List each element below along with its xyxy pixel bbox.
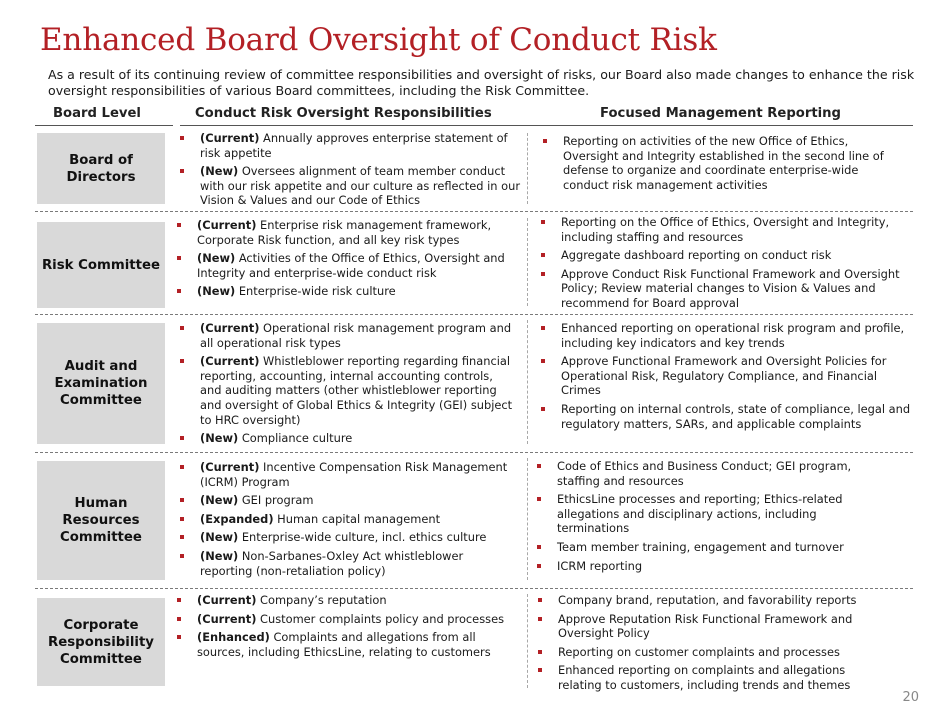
list-item: (New) Oversees alignment of team member conduct with our risk appetite and our culture as reflected in our Vision & Values and our Code of Ethics [180, 164, 525, 208]
header-focused-reporting: Focused Management Reporting [600, 106, 841, 121]
focused-list-hr-committee [537, 459, 882, 577]
row-divider [35, 452, 913, 453]
intro-paragraph: As a result of its continuing review of committee responsibilities and oversight of risks, our Board also made changes to enhance the risk oversight responsibilities of various Board committees, including the Risk Committee. [48, 67, 915, 98]
column-divider [527, 320, 528, 444]
conduct-list-audit-committee [180, 321, 515, 450]
column-divider [527, 594, 528, 688]
list-item: Approve Conduct Risk Functional Framework and Oversight Policy; Review material changes to Vision & Values and recommend for Board approval [541, 267, 911, 311]
list-item: (Expanded) Human capital management [180, 512, 515, 527]
list-item: (New) Compliance culture [180, 431, 515, 446]
list-item: Approve Functional Framework and Oversight Policies for Operational Risk, Regulatory Compliance, and Financial Crimes [541, 354, 911, 398]
board-box-risk-committee: Risk Committee [37, 222, 165, 308]
list-item: Company brand, reputation, and favorability reports [538, 593, 883, 608]
page-number: 20 [902, 690, 919, 705]
header-board-level: Board Level [53, 106, 141, 121]
list-item: (Current) Incentive Compensation Risk Management (ICRM) Program [180, 460, 515, 489]
list-item: EthicsLine processes and reporting; Ethics-related allegations and disciplinary actions, including terminations [537, 492, 882, 536]
list-item: (New) Enterprise-wide culture, incl. ethics culture [180, 530, 515, 545]
conduct-list-board-of-directors [180, 131, 525, 212]
conduct-list-hr-committee [180, 460, 515, 582]
column-divider [527, 218, 528, 306]
focused-list-corporate-responsibility-committee [538, 593, 883, 697]
row-divider [35, 588, 913, 589]
header-underline [35, 125, 173, 126]
list-item: (New) GEI program [180, 493, 515, 508]
list-item: Reporting on customer complaints and processes [538, 645, 883, 660]
conduct-list-corporate-responsibility-committee [177, 593, 517, 663]
board-box-hr-committee: Human Resources Committee [37, 461, 165, 580]
list-item: Enhanced reporting on operational risk program and profile, including key indicators and key trends [541, 321, 911, 350]
board-box-corporate-responsibility-committee: Corporate Responsibility Committee [37, 598, 165, 686]
list-item: Team member training, engagement and turnover [537, 540, 882, 555]
row-divider [35, 314, 913, 315]
focused-list-risk-committee [541, 215, 911, 315]
header-underline [180, 125, 913, 126]
list-item: (New) Activities of the Office of Ethics, Oversight and Integrity and enterprise-wide conduct risk [177, 251, 514, 280]
list-item: (Current) Customer complaints policy and processes [177, 612, 517, 627]
list-item: ICRM reporting [537, 559, 882, 574]
row-divider [35, 211, 913, 212]
list-item: Reporting on internal controls, state of compliance, legal and regulatory matters, SARs, and applicable complaints [541, 402, 911, 431]
list-item: (New) Non-Sarbanes-Oxley Act whistleblower reporting (non-retaliation policy) [180, 549, 515, 578]
list-item: Code of Ethics and Business Conduct; GEI program, staffing and resources [537, 459, 882, 488]
list-item: (Current) Operational risk management program and all operational risk types [180, 321, 515, 350]
list-item: (Enhanced) Complaints and allegations from all sources, including EthicsLine, relating to customers [177, 630, 517, 659]
list-item: (Current) Whistleblower reporting regarding financial reporting, accounting, internal accounting controls, and auditing matters (other whistleblower reporting and oversight of Global Ethics & Integrity (GEI) subject to HRC oversight) [180, 354, 515, 427]
header-conduct-risk: Conduct Risk Oversight Responsibilities [195, 106, 492, 121]
focused-list-audit-committee [541, 321, 911, 435]
list-item: Aggregate dashboard reporting on conduct risk [541, 248, 911, 263]
column-divider [527, 458, 528, 580]
column-divider [527, 133, 528, 204]
list-item: (Current) Annually approves enterprise statement of risk appetite [180, 131, 525, 160]
list-item: (New) Enterprise-wide risk culture [177, 284, 514, 299]
list-item: (Current) Company’s reputation [177, 593, 517, 608]
list-item: (Current) Enterprise risk management framework, Corporate Risk function, and all key risk types [177, 218, 514, 247]
list-item: Reporting on the Office of Ethics, Oversight and Integrity, including staffing and resources [541, 215, 911, 244]
focused-list-board-of-directors [543, 134, 893, 196]
page-title: Enhanced Board Oversight of Conduct Risk [40, 22, 717, 58]
list-item: Reporting on activities of the new Office of Ethics, Oversight and Integrity established in the second line of defense to organize and coordinate enterprise-wide conduct risk management activities [543, 134, 893, 192]
list-item: Approve Reputation Risk Functional Framework and Oversight Policy [538, 612, 883, 641]
board-box-audit-committee: Audit and Examination Committee [37, 323, 165, 444]
list-item: Enhanced reporting on complaints and allegations relating to customers, including trends and themes [538, 663, 883, 692]
board-box-board-of-directors: Board of Directors [37, 133, 165, 204]
conduct-list-risk-committee [177, 218, 514, 303]
